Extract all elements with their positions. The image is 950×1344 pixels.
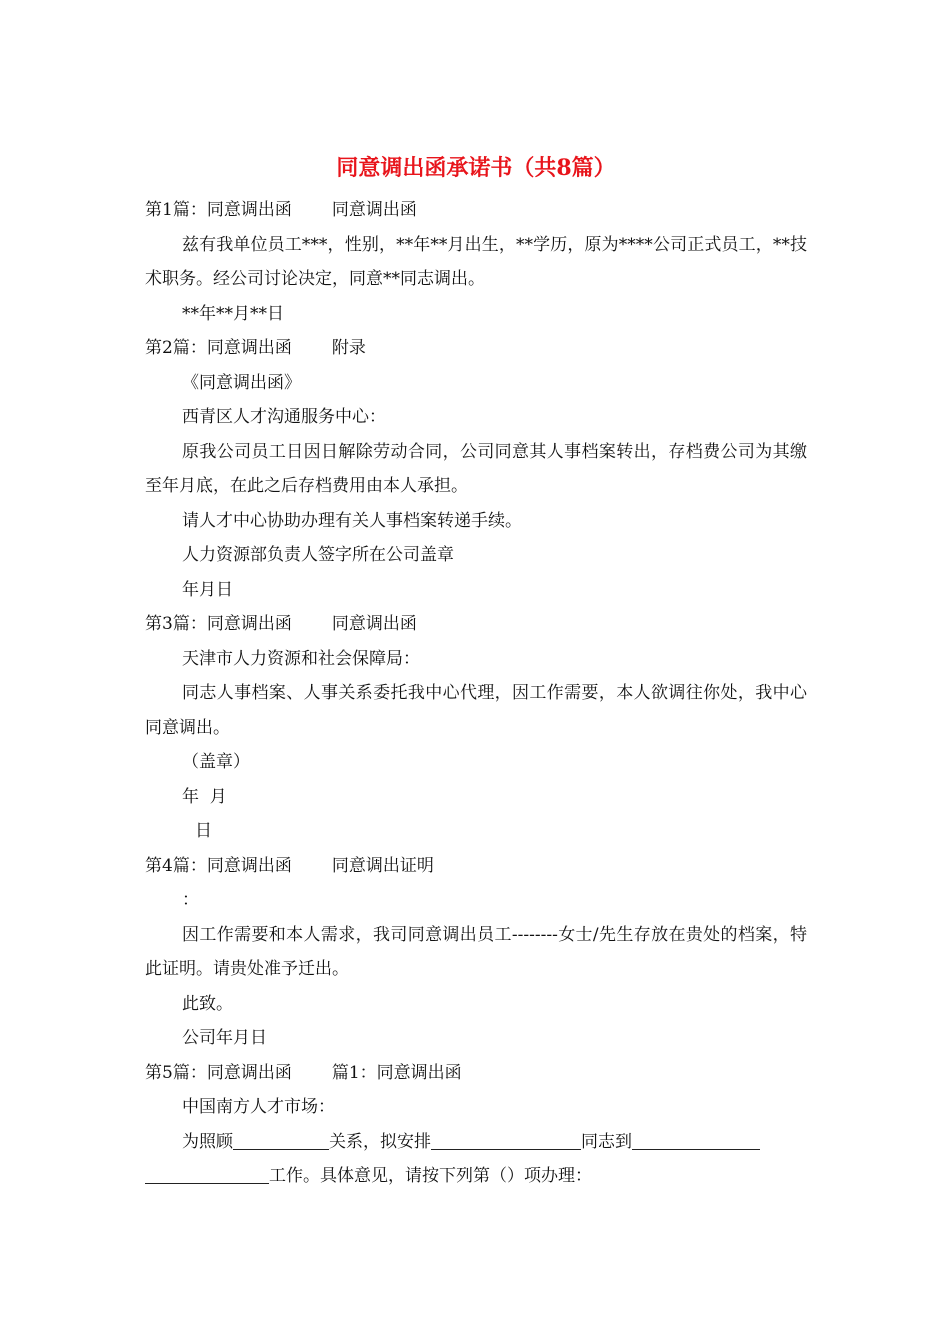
section-heading-subtitle: 同意调出函 <box>331 614 417 634</box>
section-heading-title: 第1篇：同意调出函 <box>145 200 292 220</box>
fill-blank <box>233 1131 329 1150</box>
form-text: 同志到 <box>581 1131 632 1152</box>
paragraph: 请人才中心协助办理有关人事档案转递手续。 <box>182 510 522 531</box>
section-heading-title: 第2篇：同意调出函 <box>145 338 292 358</box>
paragraph: 《同意调出函》 <box>182 372 301 393</box>
form-text: 为照顾 <box>182 1131 233 1152</box>
paragraph: 年月日 <box>182 579 233 600</box>
paragraph: ： <box>182 890 199 910</box>
section-heading-title: 第3篇：同意调出函 <box>145 614 292 634</box>
section-heading <box>145 331 807 366</box>
paragraph: 此致。 <box>182 993 233 1014</box>
paragraph: 原我公司员工日因日解除劳动合同，公司同意其人事档案转出，存档费公司为其缴至年月底，在此之后存档费用由本人承担。 <box>145 441 807 496</box>
paragraph: 中国南方人才市场： <box>182 1097 335 1117</box>
paragraph: 因工作需要和本人需求，我司同意调出员工--------女士/先生存放在贵处的档案，特此证明。请贵处准予迁出。 <box>145 924 807 979</box>
paragraph: 公司年月日 <box>182 1028 267 1048</box>
paragraph: 同志人事档案、人事关系委托我中心代理，因工作需要，本人欲调往你处，我中心同意调出。 <box>145 683 807 738</box>
paragraph: 人力资源部负责人签字所在公司盖章 <box>182 545 454 565</box>
form-text: 工作。具体意见，请按下列第（）项办理： <box>269 1166 592 1186</box>
section-heading <box>145 1056 807 1091</box>
fill-blank <box>145 1165 269 1184</box>
paragraph: 天津市人力资源和社会保障局： <box>182 648 420 669</box>
section-heading-title: 第4篇：同意调出函 <box>145 855 292 876</box>
form-line <box>145 1125 807 1160</box>
fill-blank <box>431 1131 581 1150</box>
section-heading-subtitle: 同意调出证明 <box>331 855 434 876</box>
section-heading-subtitle: 篇1：同意调出函 <box>331 1062 462 1083</box>
paragraph: 年 月 <box>182 786 227 807</box>
section-heading <box>145 849 807 884</box>
paragraph: **年**月**日 <box>182 303 284 324</box>
section-heading-title: 第5篇：同意调出函 <box>145 1062 292 1083</box>
paragraph: 日 <box>195 821 212 841</box>
section-heading <box>145 193 807 228</box>
document-body <box>145 193 807 1194</box>
section-heading-subtitle: 同意调出函 <box>331 200 417 220</box>
section-heading-subtitle: 附录 <box>331 338 366 358</box>
form-text: 关系，拟安排 <box>329 1131 431 1152</box>
fill-blank <box>632 1131 760 1150</box>
form-line <box>145 1159 807 1194</box>
paragraph: 兹有我单位员工***，性别，**年**月出生，**学历，原为****公司正式员工，**技术职务。经公司讨论决定，同意**同志调出。 <box>145 234 807 289</box>
paragraph: 西青区人才沟通服务中心： <box>182 407 386 427</box>
section-heading <box>145 607 807 642</box>
paragraph: （盖章） <box>182 752 250 772</box>
document-title: 同意调出函承诺书（共8篇） <box>336 155 616 181</box>
